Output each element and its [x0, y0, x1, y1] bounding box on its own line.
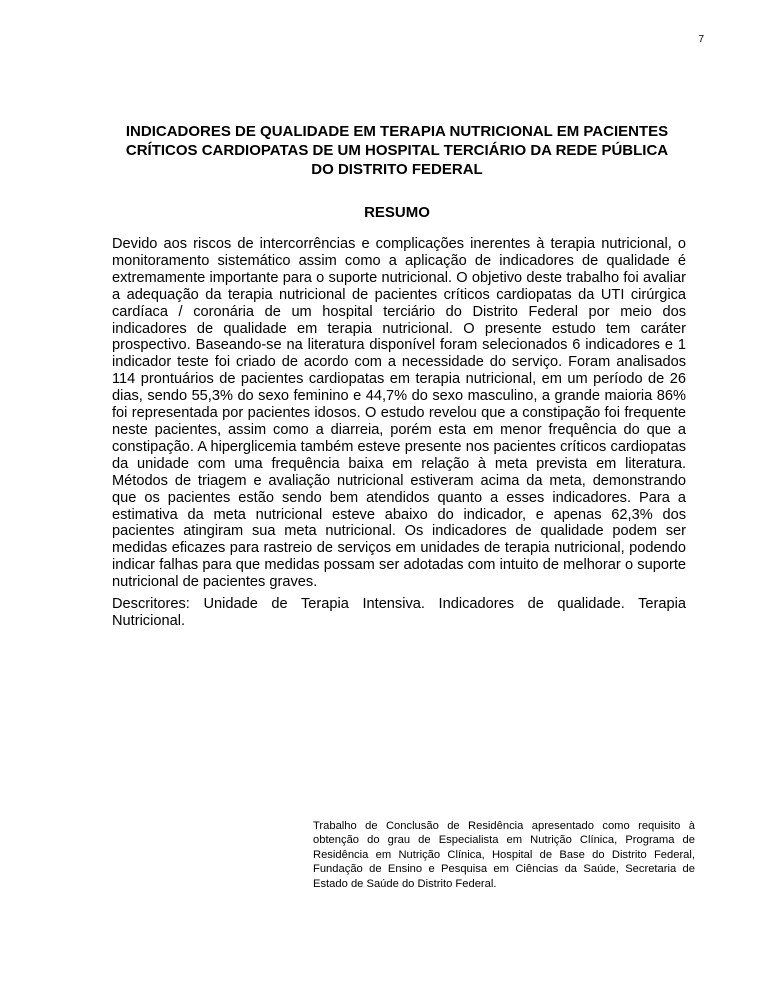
keywords: Descritores: Unidade de Terapia Intensiva. Indicadores de qualidade. Terapia Nutricional.	[112, 596, 686, 629]
residency-note: Trabalho de Conclusão de Residência apresentado como requisito à obtenção do grau de Especialista em Nutrição Clínica, Programa de Residência em Nutrição Clínica, Hospital de Base do Distrito Federal, Fundação de Ensino e Pesquisa em Ciências da Saúde, Secretaria de Estado de Saúde do Distrito Federal.	[313, 820, 695, 890]
title-line-3: DO DISTRITO FEDERAL	[311, 161, 483, 178]
title-line-1: INDICADORES DE QUALIDADE EM TERAPIA NUTRICIONAL EM PACIENTES	[125, 123, 669, 140]
abstract-body: Devido aos riscos de intercorrências e complicações inerentes à terapia nutricional, o monitoramento sistemático assim como a aplicação de indicadores de qualidade é extremamente importante para o suporte nutricional. O objetivo deste trabalho foi avaliar a adequação da terapia nutricional de pacientes críticos cardiopatas da UTI cirúrgica cardíaca / coronária de um hospital terciário do Distrito Federal por meio dos indicadores de qualidade em terapia nutricional. O presente estudo tem caráter prospectivo. Baseando-se na literatura disponível foram selecionados 6 indicadores e 1 indicador teste foi criado de acordo com a necessidade do serviço. Foram analisados 114 prontuários de pacientes cardiopatas em terapia nutricional, em um período de 26 dias, sendo 55,3% do sexo feminino e 44,7% do sexo masculino, a grande maioria 86% foi representada por pacientes idosos. O estudo revelou que a constipação foi frequente neste pacientes, assim como a diarreia, porém esta em menor frequência do que a constipação. A hiperglicemia também esteve presente nos pacientes críticos cardiopatas da unidade com uma frequência baixa em relação à meta prevista em literatura. Métodos de triagem e avaliação nutricional estiveram acima da meta, demonstrando que os pacientes estão sendo bem atendidos quanto a esses indicadores. Para a estimativa da meta nutricional esteve abaixo do indicador, e apenas 62,3% dos pacientes atingiram sua meta nutricional. Os indicadores de qualidade podem ser medidas eficazes para rastreio de serviços em unidades de terapia nutricional, podendo indicar falhas para que medidas possam ser adotadas com intuito de melhorar o suporte nutricional de pacientes graves.	[112, 236, 686, 591]
title-line-2: CRÍTICOS CARDIOPATAS DE UM HOSPITAL TERCIÁRIO DA REDE PÚBLICA	[125, 142, 669, 159]
page-number: 7	[698, 34, 704, 45]
abstract-heading: RESUMO	[364, 204, 430, 221]
document-title	[112, 122, 682, 179]
